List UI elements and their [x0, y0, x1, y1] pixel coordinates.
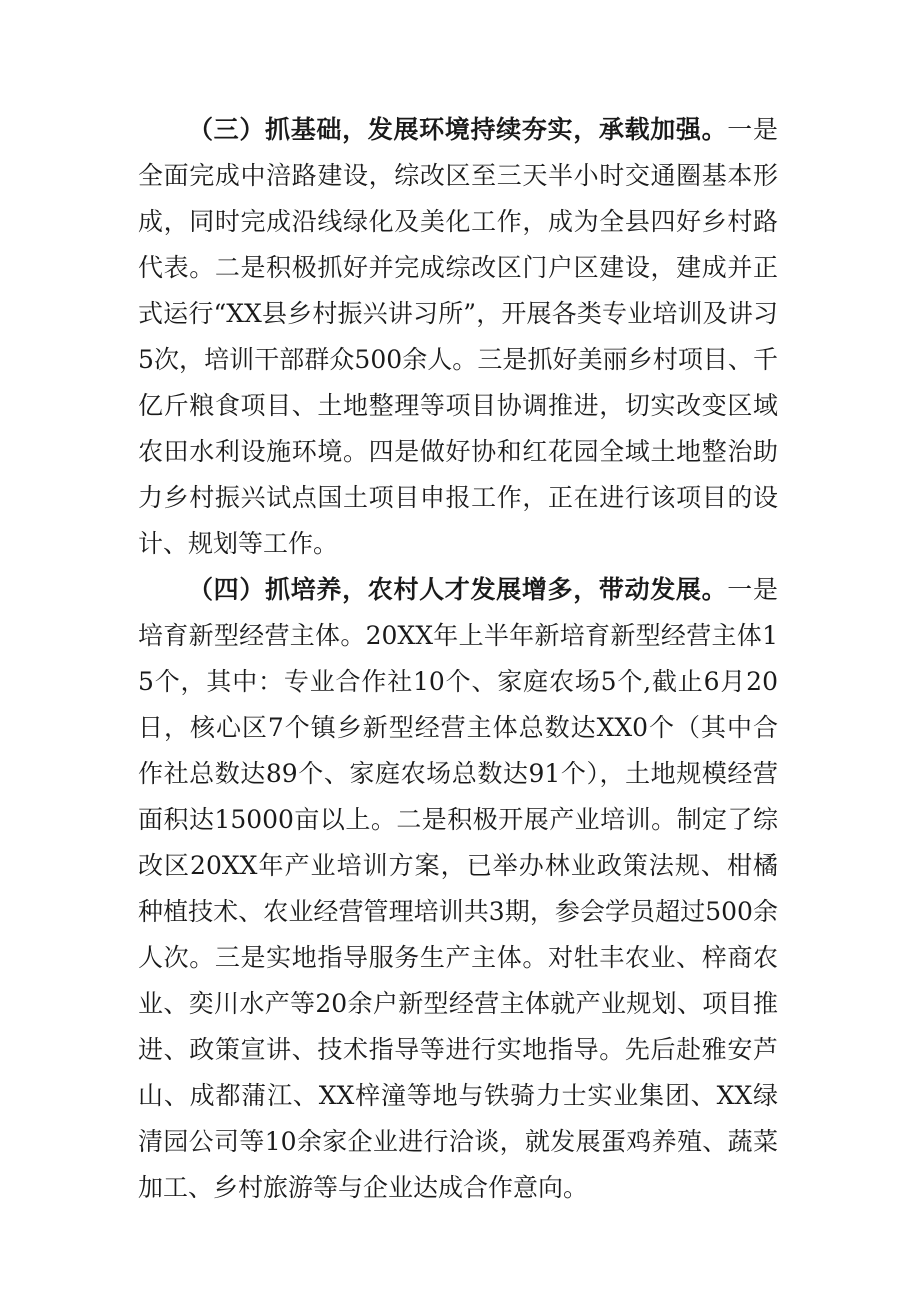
- document-body: [138, 107, 778, 1211]
- section-three-heading: （三）抓基础，发展环境持续夯实，承载加强。: [188, 115, 728, 144]
- paragraph-section-four: [138, 567, 778, 1211]
- section-three-body: 一是全面完成中涪路建设，综改区至三天半小时交通圈基本形成，同时完成沿线绿化及美化工作，成为全县四好乡村路代表。二是积极抓好并完成综改区门户区建设，建成并正式运行“XX县乡村振兴讲习所”，开展各类专业培训及讲习5次，培训干部群众500余人。三是抓好美丽乡村项目、千亿斤粮食项目、土地整理等项目协调推进，切实改变区域农田水利设施环境。四是做好协和红花园全域土地整治助力乡村振兴试点国土项目申报工作，正在进行该项目的设计、规划等工作。: [138, 115, 778, 558]
- paragraph-section-three: [138, 107, 778, 567]
- section-four-heading: （四）抓培养，农村人才发展增多，带动发展。: [188, 575, 728, 604]
- section-four-body: 一是培育新型经营主体。20XX年上半年新培育新型经营主体15个，其中：专业合作社10个、家庭农场5个,截止6月20日，核心区7个镇乡新型经营主体总数达XX0个（其中合作社总数达89个、家庭农场总数达91个），土地规模经营面积达15000亩以上。二是积极开展产业培训。制定了综改区20XX年产业培训方案，已举办林业政策法规、柑橘种植技术、农业经营管理培训共3期，参会学员超过500余人次。三是实地指导服务生产主体。对牡丰农业、梓商农业、奕川水产等20余户新型经营主体就产业规划、项目推进、政策宣讲、技术指导等进行实地指导。先后赴雅安芦山、成都蒲江、XX梓潼等地与铁骑力士实业集团、XX绿清园公司等10余家企业进行洽谈，就发展蛋鸡养殖、蔬菜加工、乡村旅游等与企业达成合作意向。: [138, 575, 778, 1202]
